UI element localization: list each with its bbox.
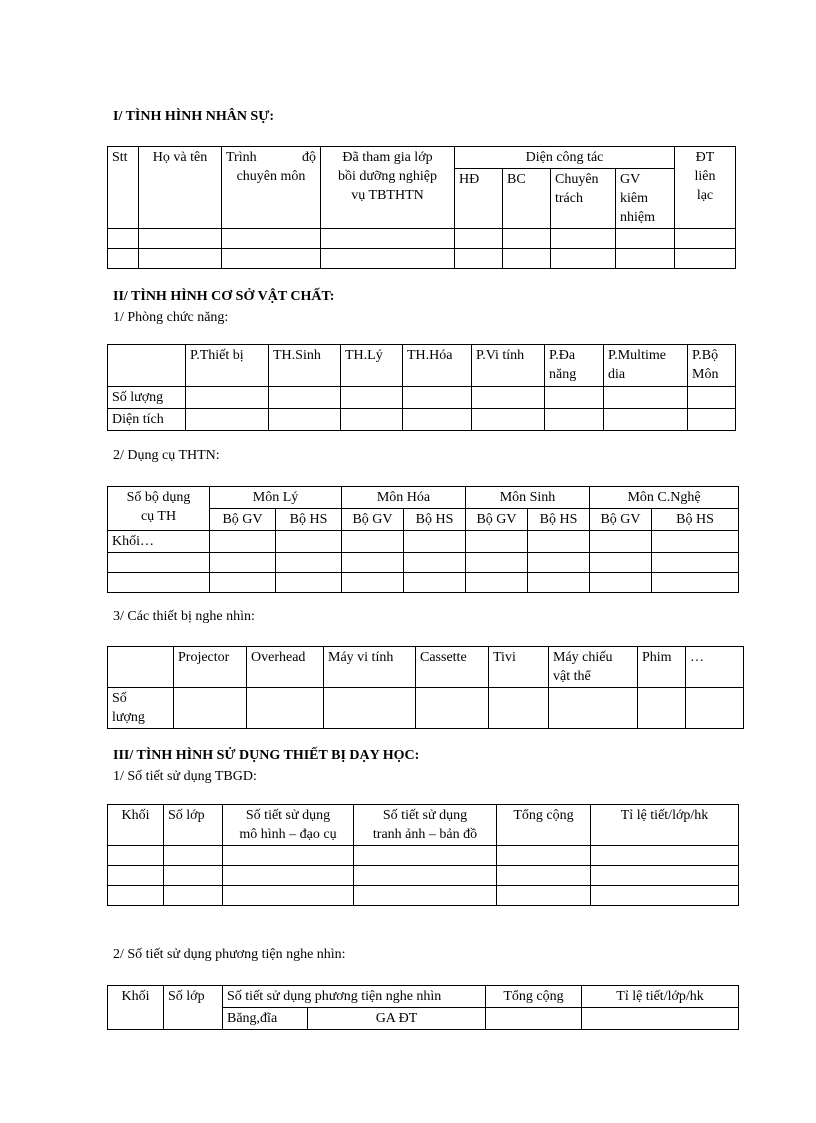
col-th-hoa: TH.Hóa [403, 345, 472, 387]
da-nang-line2: năng [549, 367, 577, 382]
av-usage-title: 2/ Số tiết sử dụng phương tiện nghe nhìn: [113, 947, 346, 962]
gv-line3: nhiệm [620, 210, 655, 225]
rooms-table [107, 344, 736, 431]
bc-header: BC [503, 169, 551, 229]
col-p-bo-mon [688, 345, 736, 387]
col-overhead: Overhead [247, 647, 324, 688]
row-so-luong: Số lượng [108, 387, 186, 409]
col-khoi-av: Khối [108, 986, 164, 1030]
col-p-vi-tinh: P.Vi tính [472, 345, 545, 387]
rooms-title: 1/ Phòng chức năng: [113, 310, 229, 325]
section1-heading: I/ TÌNH HÌNH NHÂN SỰ: [113, 109, 275, 124]
col-ti-le-av: Tỉ lệ tiết/lớp/hk [582, 986, 739, 1008]
col-phuong-tien: Số tiết sử dụng phương tiện nghe nhìn [223, 986, 486, 1008]
tbgd-usage-table [107, 804, 739, 906]
may-chieu-line1: Máy chiếu [553, 650, 613, 665]
col-cassette: Cassette [416, 647, 489, 688]
col-p-thiet-bi: P.Thiết bị [186, 345, 269, 387]
table-row [108, 573, 739, 593]
row-khoi: Khối… [108, 531, 210, 553]
bo-hs-sinh: Bộ HS [528, 509, 590, 531]
col-bang-dia: Băng,đĩa [223, 1008, 308, 1030]
table-row [108, 688, 744, 729]
bo-gv-ly: Bộ GV [210, 509, 276, 531]
bo-gv-sinh: Bộ GV [466, 509, 528, 531]
col-khoi: Khối [108, 805, 164, 846]
tbgd-title: 1/ Số tiết sử dụng TBGD: [113, 769, 257, 784]
table-row [108, 531, 739, 553]
stt-header: Stt [108, 147, 139, 229]
tools-title: 2/ Dụng cụ THTN: [113, 448, 220, 463]
corner-line1: Số bộ dụng [126, 490, 191, 505]
av-equipment-table [107, 646, 744, 729]
subject-hoa: Môn Hóa [342, 487, 466, 509]
col-tong-cong: Tổng cộng [497, 805, 591, 846]
training-line3: vụ TBTHTN [351, 188, 424, 203]
tranh-anh-line2: tranh ảnh – bản đồ [372, 827, 478, 842]
multimedia-line2: dia [608, 367, 626, 382]
bo-mon-line2: Môn [692, 367, 719, 382]
level-line1: Trình độ [226, 150, 316, 165]
col-etc: … [686, 647, 744, 688]
col-may-chieu-vat-the [549, 647, 638, 688]
phone-line1: ĐT [695, 150, 715, 165]
gv-line1: GV [620, 172, 641, 187]
name-header: Họ và tên [139, 147, 222, 229]
col-tranh-anh [354, 805, 497, 846]
av-usage-table [107, 985, 739, 1030]
col-phim: Phim [638, 647, 686, 688]
col-tong-cong-av: Tổng cộng [486, 986, 582, 1008]
col-projector: Projector [174, 647, 247, 688]
tranh-anh-line1: Số tiết sử dụng [382, 808, 468, 823]
training-header [321, 147, 455, 229]
row-so-luong-av [108, 688, 174, 729]
table-row [108, 229, 736, 249]
phone-line2: liên [694, 169, 716, 184]
col-so-lop: Số lớp [164, 805, 223, 846]
section3-heading: III/ TÌNH HÌNH SỬ DỤNG THIẾT BỊ DẠY HỌC: [113, 748, 420, 763]
bo-gv-cn: Bộ GV [590, 509, 652, 531]
phone-line3: lạc [696, 188, 714, 203]
so-luong-line2: lượng [112, 710, 145, 725]
multimedia-line1: P.Multime [608, 348, 666, 363]
training-line2: bồi dưỡng nghiệp [338, 169, 437, 184]
col-mo-hinh [223, 805, 354, 846]
col-th-sinh: TH.Sinh [269, 345, 341, 387]
subject-ly: Môn Lý [210, 487, 342, 509]
bo-hs-hoa: Bộ HS [404, 509, 466, 531]
col-ti-le: Tỉ lệ tiết/lớp/hk [591, 805, 739, 846]
ct-line2: trách [555, 191, 583, 206]
col-p-da-nang [545, 345, 604, 387]
table-row [108, 553, 739, 573]
table-row [108, 886, 739, 906]
gv-kiem-nhiem-header [616, 169, 675, 229]
personnel-table [107, 146, 736, 269]
table-row [108, 846, 739, 866]
tools-corner-header [108, 487, 210, 531]
da-nang-line1: P.Đa [549, 348, 576, 363]
table-row [108, 249, 736, 269]
ct-line1: Chuyên [555, 172, 599, 187]
may-chieu-line2: vật thể [553, 669, 591, 684]
training-line1: Đã tham gia lớp [342, 150, 433, 165]
bo-mon-line1: P.Bộ [692, 348, 719, 363]
position-header: Diện công tác [455, 147, 675, 169]
level-header [222, 147, 321, 229]
col-tivi: Tivi [489, 647, 549, 688]
table-row [108, 387, 736, 409]
row-dien-tich: Diện tích [108, 409, 186, 431]
chuyen-trach-header [551, 169, 616, 229]
corner-line2: cụ TH [140, 509, 177, 524]
col-p-multimedia [604, 345, 688, 387]
level-line2: chuyên môn [236, 169, 306, 184]
section2-heading: II/ TÌNH HÌNH CƠ SỞ VẬT CHẤT: [113, 289, 335, 304]
col-so-lop-av: Số lớp [164, 986, 223, 1030]
phone-header [675, 147, 736, 229]
table-row [108, 409, 736, 431]
mo-hinh-line1: Số tiết sử dụng [245, 808, 331, 823]
bo-hs-ly: Bộ HS [276, 509, 342, 531]
bo-hs-cn: Bộ HS [652, 509, 739, 531]
av-title: 3/ Các thiết bị nghe nhìn: [113, 609, 255, 624]
subject-cong-nghe: Môn C.Nghệ [590, 487, 739, 509]
so-luong-line1: Số [112, 691, 127, 706]
mo-hinh-line2: mô hình – đạo cụ [239, 827, 337, 842]
hd-header: HĐ [455, 169, 503, 229]
col-ga-dt: GA ĐT [308, 1008, 486, 1030]
tools-table [107, 486, 739, 593]
subject-sinh: Môn Sinh [466, 487, 590, 509]
bo-gv-hoa: Bộ GV [342, 509, 404, 531]
table-row [108, 866, 739, 886]
gv-line2: kiêm [620, 191, 648, 206]
col-may-vi-tinh: Máy vi tính [324, 647, 416, 688]
col-th-ly: TH.Lý [341, 345, 403, 387]
